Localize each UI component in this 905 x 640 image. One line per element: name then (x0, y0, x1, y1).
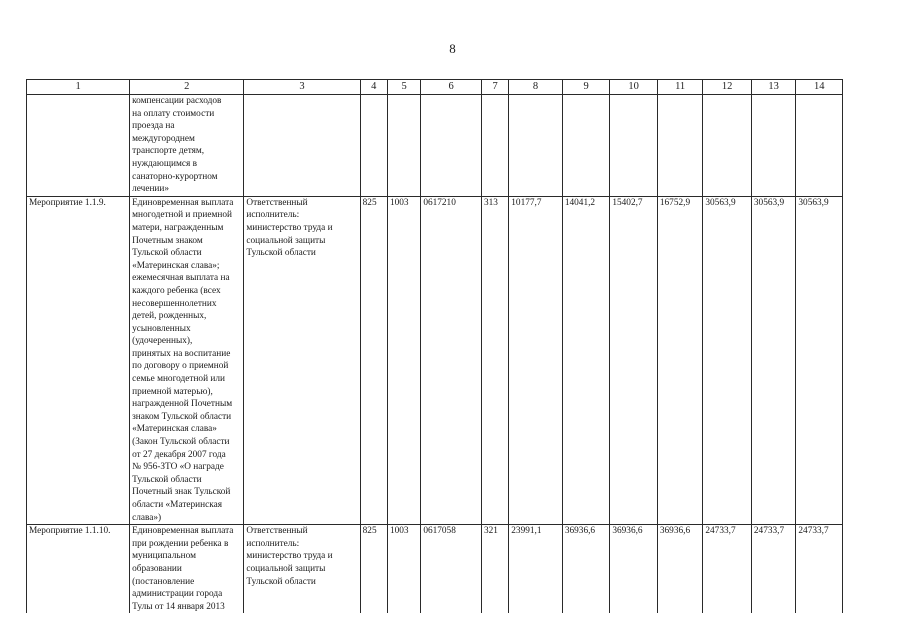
value-cell: 36936,6 (610, 525, 658, 614)
value-cell: 30563,9 (751, 196, 795, 524)
cell-text-line: (Закон Тульской области (132, 437, 230, 448)
cell-text-line: на оплату стоимости (132, 108, 215, 119)
activity-cell (27, 95, 130, 197)
cell-text-line: санаторно-курортном (132, 171, 218, 182)
cell-text-line: «Материнская слава» (132, 424, 217, 435)
value-cell: 321 (481, 525, 508, 614)
cell-text-line: проезда на (132, 121, 175, 132)
executor-cell (244, 95, 360, 197)
budget-table (26, 79, 843, 613)
column-header: 6 (421, 80, 482, 95)
column-header: 8 (509, 80, 563, 95)
cell-text-line: Тулы от 14 января 2013 (132, 601, 225, 612)
value-cell: 1003 (387, 196, 420, 524)
cell-text-line: Почетным знаком (132, 235, 203, 246)
cell-text-line: Единовременная выплата (132, 197, 234, 208)
cell-text-line: каждого ребенка (всех (132, 285, 221, 296)
cell-text-line: награжденной Почетным (132, 399, 233, 410)
value-cell: 825 (360, 525, 387, 614)
cell-text-line: Тульской области (132, 474, 202, 485)
value-cell (703, 95, 752, 197)
value-cell: 15402,7 (610, 196, 658, 524)
cell-text-line: министерство труда и (246, 551, 333, 562)
cell-text-line: ежемесячная выплата на (132, 273, 230, 284)
cell-text-line: (удочеренных), (132, 336, 193, 347)
value-cell (610, 95, 658, 197)
cell-text-line: междугороднем (132, 133, 195, 144)
cell-text-line: министерство труда и (246, 222, 333, 233)
cell-text-line: слава») (132, 512, 162, 523)
cell-text-line: исполнитель: (246, 210, 300, 221)
cell-text-line: усыновленных (132, 323, 191, 334)
value-cell: 24733,7 (751, 525, 795, 614)
table-row (27, 95, 843, 197)
activity-cell: Мероприятие 1.1.10. (27, 525, 130, 614)
value-cell: 24733,7 (703, 525, 752, 614)
cell-text-line: приемной матерью), (132, 386, 213, 397)
value-cell: 23991,1 (509, 525, 563, 614)
value-cell: 10177,7 (509, 196, 563, 524)
cell-text-line: лечении» (132, 184, 170, 195)
cell-text-line: несовершеннолетних (132, 298, 217, 309)
value-cell: 825 (360, 196, 387, 524)
description-cell (130, 196, 244, 524)
value-cell: 30563,9 (796, 196, 843, 524)
value-cell: 36936,6 (657, 525, 703, 614)
table-row (27, 196, 843, 524)
value-cell: 0617210 (421, 196, 482, 524)
cell-text-line: области «Материнская (132, 500, 223, 510)
executor-cell (244, 525, 360, 614)
column-header: 3 (244, 80, 360, 95)
column-header: 11 (657, 80, 703, 95)
column-header: 12 (703, 80, 752, 95)
value-cell (796, 95, 843, 197)
value-cell: 16752,9 (657, 196, 703, 524)
column-header: 10 (610, 80, 658, 95)
column-header: 14 (796, 80, 843, 95)
cell-text-line: транспорте детям, (132, 146, 205, 157)
cell-text-line: социальной защиты (246, 235, 326, 246)
value-cell (509, 95, 563, 197)
activity-cell: Мероприятие 1.1.9. (27, 196, 130, 524)
cell-text-line: Тульской области (246, 248, 316, 259)
cell-text-line: Единовременная выплата (132, 526, 234, 537)
cell-text-line: Почетный знак Тульской (132, 487, 231, 498)
cell-text-line: Ответственный (246, 526, 308, 537)
cell-text-line: (постановление (132, 576, 195, 587)
value-cell: 14041,2 (562, 196, 610, 524)
column-header: 13 (751, 80, 795, 95)
value-cell: 313 (481, 196, 508, 524)
table-header-row (27, 80, 843, 95)
cell-text-line: Тульской области (132, 248, 202, 259)
page-number: 8 (449, 41, 456, 56)
column-header: 7 (481, 80, 508, 95)
cell-text-line: по договору о приемной (132, 361, 229, 372)
cell-text-line: «Материнская слава»; (132, 260, 220, 271)
column-header: 1 (27, 80, 130, 95)
table-row (27, 525, 843, 614)
value-cell (387, 95, 420, 197)
value-cell (421, 95, 482, 197)
value-cell: 30563,9 (703, 196, 752, 524)
cell-text-line: нуждающимся в (132, 158, 197, 169)
cell-text-line: многодетной и приемной (132, 210, 232, 221)
cell-text-line: семье многодетной или (132, 374, 225, 385)
value-cell: 1003 (387, 525, 420, 614)
cell-text-line: исполнитель: (246, 538, 300, 549)
cell-text-line: администрации города (132, 589, 223, 600)
cell-text-line: Ответственный (246, 197, 308, 208)
value-cell: 24733,7 (796, 525, 843, 614)
cell-text-line: муниципальном (132, 551, 196, 562)
value-cell (751, 95, 795, 197)
cell-text-line: знаком Тульской области (132, 411, 232, 422)
description-cell (130, 95, 244, 197)
executor-cell (244, 196, 360, 524)
cell-text-line: № 956-ЗТО «О награде (132, 462, 224, 473)
cell-text-line: матери, награжденным (132, 222, 224, 233)
cell-text-line: при рождении ребенка в (132, 538, 229, 549)
description-cell (130, 525, 244, 614)
cell-text-line: от 27 декабря 2007 года (132, 449, 226, 460)
value-cell: 36936,6 (562, 525, 610, 614)
cell-text-line: принятых на воспитание (132, 348, 231, 359)
value-cell: 0617058 (421, 525, 482, 614)
value-cell (562, 95, 610, 197)
cell-text-line: образовании (132, 563, 182, 574)
cell-text-line: социальной защиты (246, 563, 326, 574)
column-header: 4 (360, 80, 387, 95)
cell-text-line: детей, рожденных, (132, 311, 207, 322)
value-cell (360, 95, 387, 197)
value-cell (481, 95, 508, 197)
cell-text-line: Тульской области (246, 576, 316, 587)
cell-text-line: компенсации расходов (132, 96, 222, 106)
column-header: 2 (130, 80, 244, 95)
column-header: 5 (387, 80, 420, 95)
value-cell (657, 95, 703, 197)
column-header: 9 (562, 80, 610, 95)
